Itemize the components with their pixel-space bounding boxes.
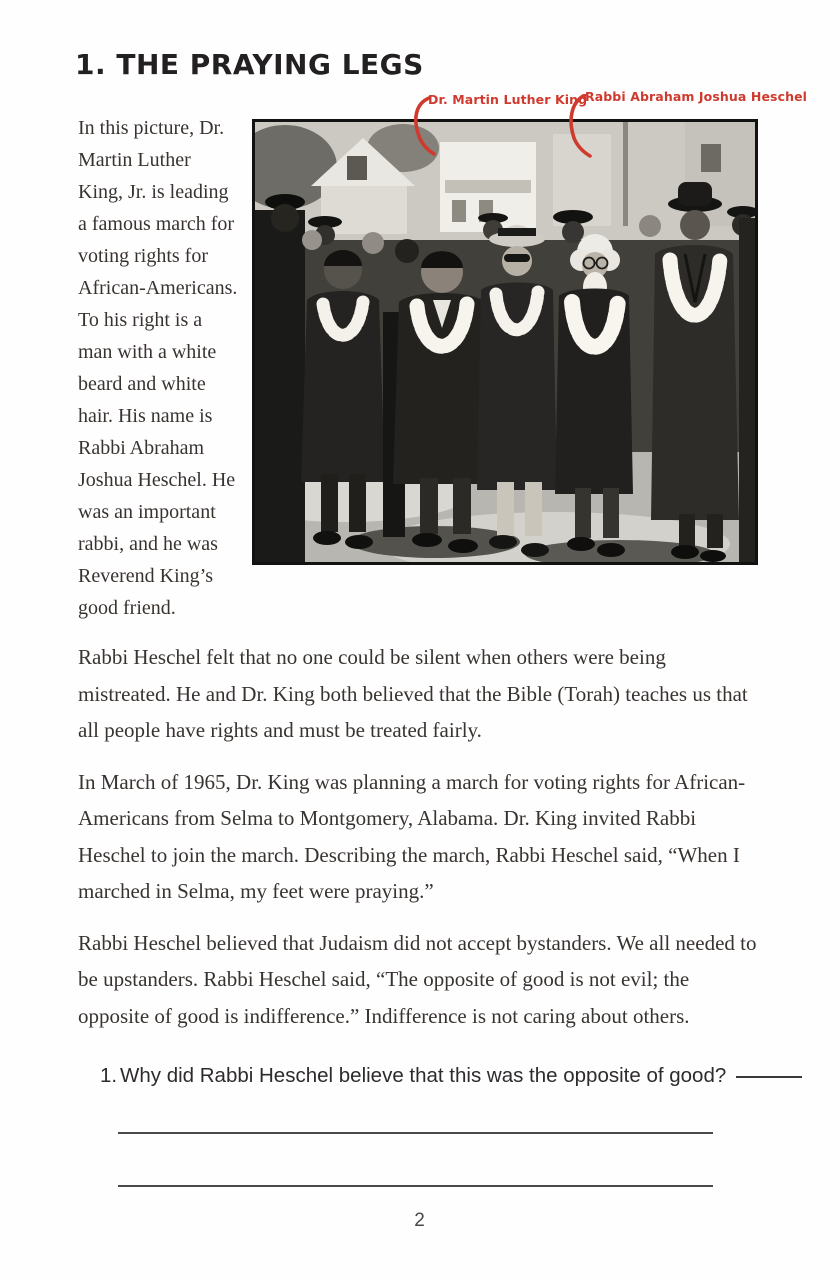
paragraph-2: In March of 1965, Dr. King was planning a march for voting rights for African-Americans from Selma to Montgomery, Alabama. Dr. King invited Rabbi Heschel to join the march. Describing the march, Rabbi Heschel said, “When I marched in Selma, my feet were praying.”	[78, 769, 746, 903]
answer-blank-inline	[736, 1076, 802, 1078]
photo-label-heschel: Rabbi Abraham Joshua Heschel	[585, 89, 808, 104]
page-number: 2	[414, 1210, 425, 1231]
article-body	[78, 112, 758, 1187]
march-photo	[252, 119, 758, 565]
answer-line	[118, 1185, 713, 1187]
question-1	[78, 1064, 758, 1088]
paragraph-1: Rabbi Heschel felt that no one could be silent when others were being mistreated. He and Dr. King both believed that the Bible (Torah) teaches us that all people have rights and must be treated fairly.	[78, 645, 748, 742]
paragraph-3: Rabbi Heschel believed that Judaism did not accept bystanders. We all needed to be upstanders. Rabbi Heschel said, “The opposite of good is not evil; the opposite of good is indifference.” Indifference is not caring about others.	[78, 930, 757, 1028]
intro-paragraph: In this picture, Dr. Martin Luther King, Jr. is leading a famous march for voting rights for African-Americans. To his right is a man with a white beard and white hair. His name is Rabbi Abraham Joshua Heschel. He was an important rabbi, and he was Reverend King’s good friend.	[78, 117, 238, 619]
question-text: Why did Rabbi Heschel believe that this was the opposite of good?	[120, 1064, 727, 1087]
march-photo-illustration	[255, 122, 755, 562]
page-title: 1. THE PRAYING LEGS	[75, 48, 424, 81]
answer-line	[118, 1132, 713, 1134]
photo-label-king: Dr. Martin Luther King	[428, 92, 588, 107]
question-number: 1.	[100, 1064, 118, 1087]
